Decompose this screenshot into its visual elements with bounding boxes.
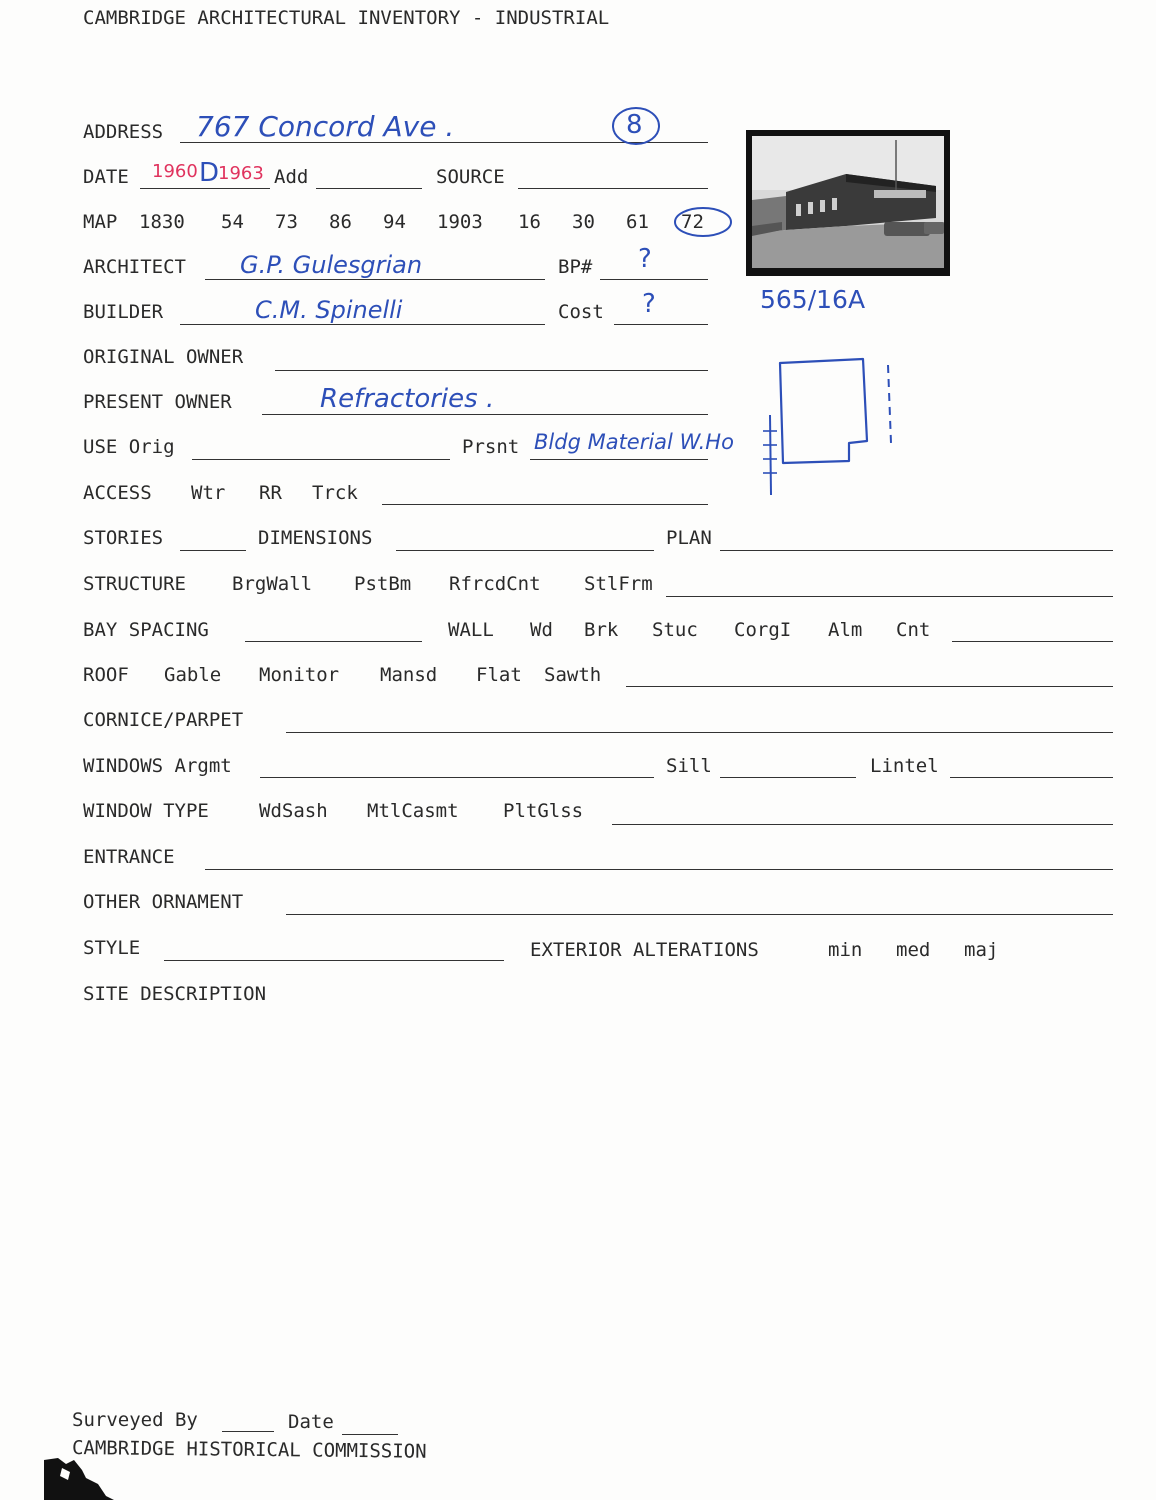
roof-option: Gable (164, 664, 222, 686)
map-year: 73 (275, 211, 298, 233)
structure-option: BrgWall (232, 573, 313, 595)
architect-value: G.P. Gulesgrian (240, 251, 423, 279)
structure-label: STRUCTURE (83, 573, 186, 595)
builder-line (180, 324, 545, 325)
entrance-line (205, 869, 1113, 870)
structure-option: PstBm (354, 573, 412, 595)
bay-spacing-line (245, 641, 422, 642)
map-year: 54 (221, 211, 244, 233)
access-option: Wtr (191, 482, 226, 504)
sill-label: Sill (666, 755, 712, 777)
map-label: MAP (83, 211, 118, 233)
source-label: SOURCE (436, 166, 505, 188)
entrance-label: ENTRANCE (83, 846, 175, 868)
date-line (140, 188, 270, 189)
original-owner-line (275, 370, 708, 371)
dimensions-label: DIMENSIONS (258, 527, 373, 549)
access-label: ACCESS (83, 482, 152, 504)
roof-option: Sawth (544, 664, 602, 686)
exterior-alterations-option: min (828, 939, 863, 961)
plan-line (720, 550, 1113, 551)
present-owner-value: Refractories . (320, 384, 495, 414)
windows-label: WINDOWS Argmt (83, 755, 232, 777)
window-type-label: WINDOW TYPE (83, 800, 209, 822)
cost-value: ? (642, 289, 656, 319)
map-year: 94 (383, 211, 406, 233)
style-line (164, 960, 504, 961)
photo-reference: 565/16A (760, 285, 866, 314)
window-type-option: MtlCasmt (367, 800, 459, 822)
cornice-line (286, 732, 1113, 733)
exterior-alterations-option: med (896, 939, 931, 961)
wall-option: Alm (828, 619, 863, 641)
architect-label: ARCHITECT (83, 256, 186, 278)
window-type-option: WdSash (259, 800, 328, 822)
map-year-circle (672, 204, 736, 240)
builder-value: C.M. Spinelli (255, 296, 403, 324)
bp-label: BP# (558, 256, 593, 278)
lintel-line (950, 777, 1113, 778)
address-number: 8 (626, 110, 643, 140)
date-bracket: D (199, 158, 220, 188)
surveyed-by-line (222, 1431, 274, 1432)
roof-option: Flat (476, 664, 522, 686)
windows-line (260, 777, 654, 778)
wall-option: CorgI (734, 619, 792, 641)
present-owner-label: PRESENT OWNER (83, 391, 232, 413)
cost-line (614, 324, 708, 325)
use-orig-line (192, 459, 450, 460)
date-value-1: 1960 (152, 161, 198, 182)
structure-option: RfrcdCnt (449, 573, 541, 595)
bp-line (600, 279, 708, 280)
map-year: 1903 (437, 211, 483, 233)
architect-line (205, 279, 545, 280)
wall-option: Cnt (896, 619, 931, 641)
window-type-line (612, 824, 1113, 825)
exterior-alterations-option: maj (964, 939, 999, 961)
other-ornament-line (286, 914, 1113, 915)
torn-corner (44, 1450, 114, 1500)
exterior-alterations-label: EXTERIOR ALTERATIONS (530, 939, 759, 961)
map-year: 16 (518, 211, 541, 233)
cornice-label: CORNICE/PARPET (83, 709, 244, 731)
prsnt-line (530, 459, 708, 460)
bay-spacing-label: BAY SPACING (83, 619, 209, 641)
prsnt-label: Prsnt (462, 436, 520, 458)
form-title: CAMBRIDGE ARCHITECTURAL INVENTORY - INDUSTRIAL (83, 7, 610, 29)
map-year: 86 (329, 211, 352, 233)
structure-option: StlFrm (584, 573, 653, 595)
address-value: 767 Concord Ave . (196, 110, 455, 143)
bp-value: ? (638, 244, 652, 274)
wall-option: Brk (584, 619, 619, 641)
surveyed-by-label: Surveyed By (72, 1409, 198, 1431)
footer-date-label: Date (288, 1411, 334, 1433)
roof-label: ROOF (83, 664, 129, 686)
stories-label: STORIES (83, 527, 164, 549)
lintel-label: Lintel (870, 755, 939, 777)
builder-label: BUILDER (83, 301, 164, 323)
add-label: Add (274, 166, 309, 188)
address-label: ADDRESS (83, 121, 164, 143)
footprint-sketch (755, 355, 905, 505)
use-label: USE Orig (83, 436, 175, 458)
source-line (518, 188, 708, 189)
wall-option: Stuc (652, 619, 698, 641)
other-ornament-label: OTHER ORNAMENT (83, 891, 244, 913)
roof-option: Monitor (259, 664, 340, 686)
access-line (382, 504, 708, 505)
plan-label: PLAN (666, 527, 712, 549)
wall-line (952, 641, 1113, 642)
map-year: 61 (626, 211, 649, 233)
map-year: 72 (681, 211, 704, 233)
add-line (316, 188, 422, 189)
site-description-label: SITE DESCRIPTION (83, 983, 267, 1005)
present-owner-line (262, 414, 708, 415)
dimensions-line (396, 550, 654, 551)
original-owner-label: ORIGINAL OWNER (83, 346, 244, 368)
roof-line (626, 686, 1113, 687)
building-photo (746, 130, 950, 276)
cost-label: Cost (558, 301, 604, 323)
prsnt-value: Bldg Material W.Ho (534, 430, 734, 454)
window-type-option: PltGlss (503, 800, 584, 822)
roof-option: Mansd (380, 664, 438, 686)
date-label: DATE (83, 166, 129, 188)
access-option: Trck (312, 482, 358, 504)
date-value-2: 1963 (218, 163, 264, 184)
sill-line (720, 777, 856, 778)
style-label: STYLE (83, 937, 141, 959)
commission-name: CAMBRIDGE HISTORICAL COMMISSION (71, 1437, 427, 1463)
map-year: 30 (572, 211, 595, 233)
wall-label: WALL (448, 619, 494, 641)
stories-line (180, 550, 246, 551)
map-year: 1830 (139, 211, 185, 233)
structure-line (666, 596, 1113, 597)
access-option: RR (259, 482, 282, 504)
wall-option: Wd (530, 619, 553, 641)
footer-date-line (342, 1434, 398, 1435)
